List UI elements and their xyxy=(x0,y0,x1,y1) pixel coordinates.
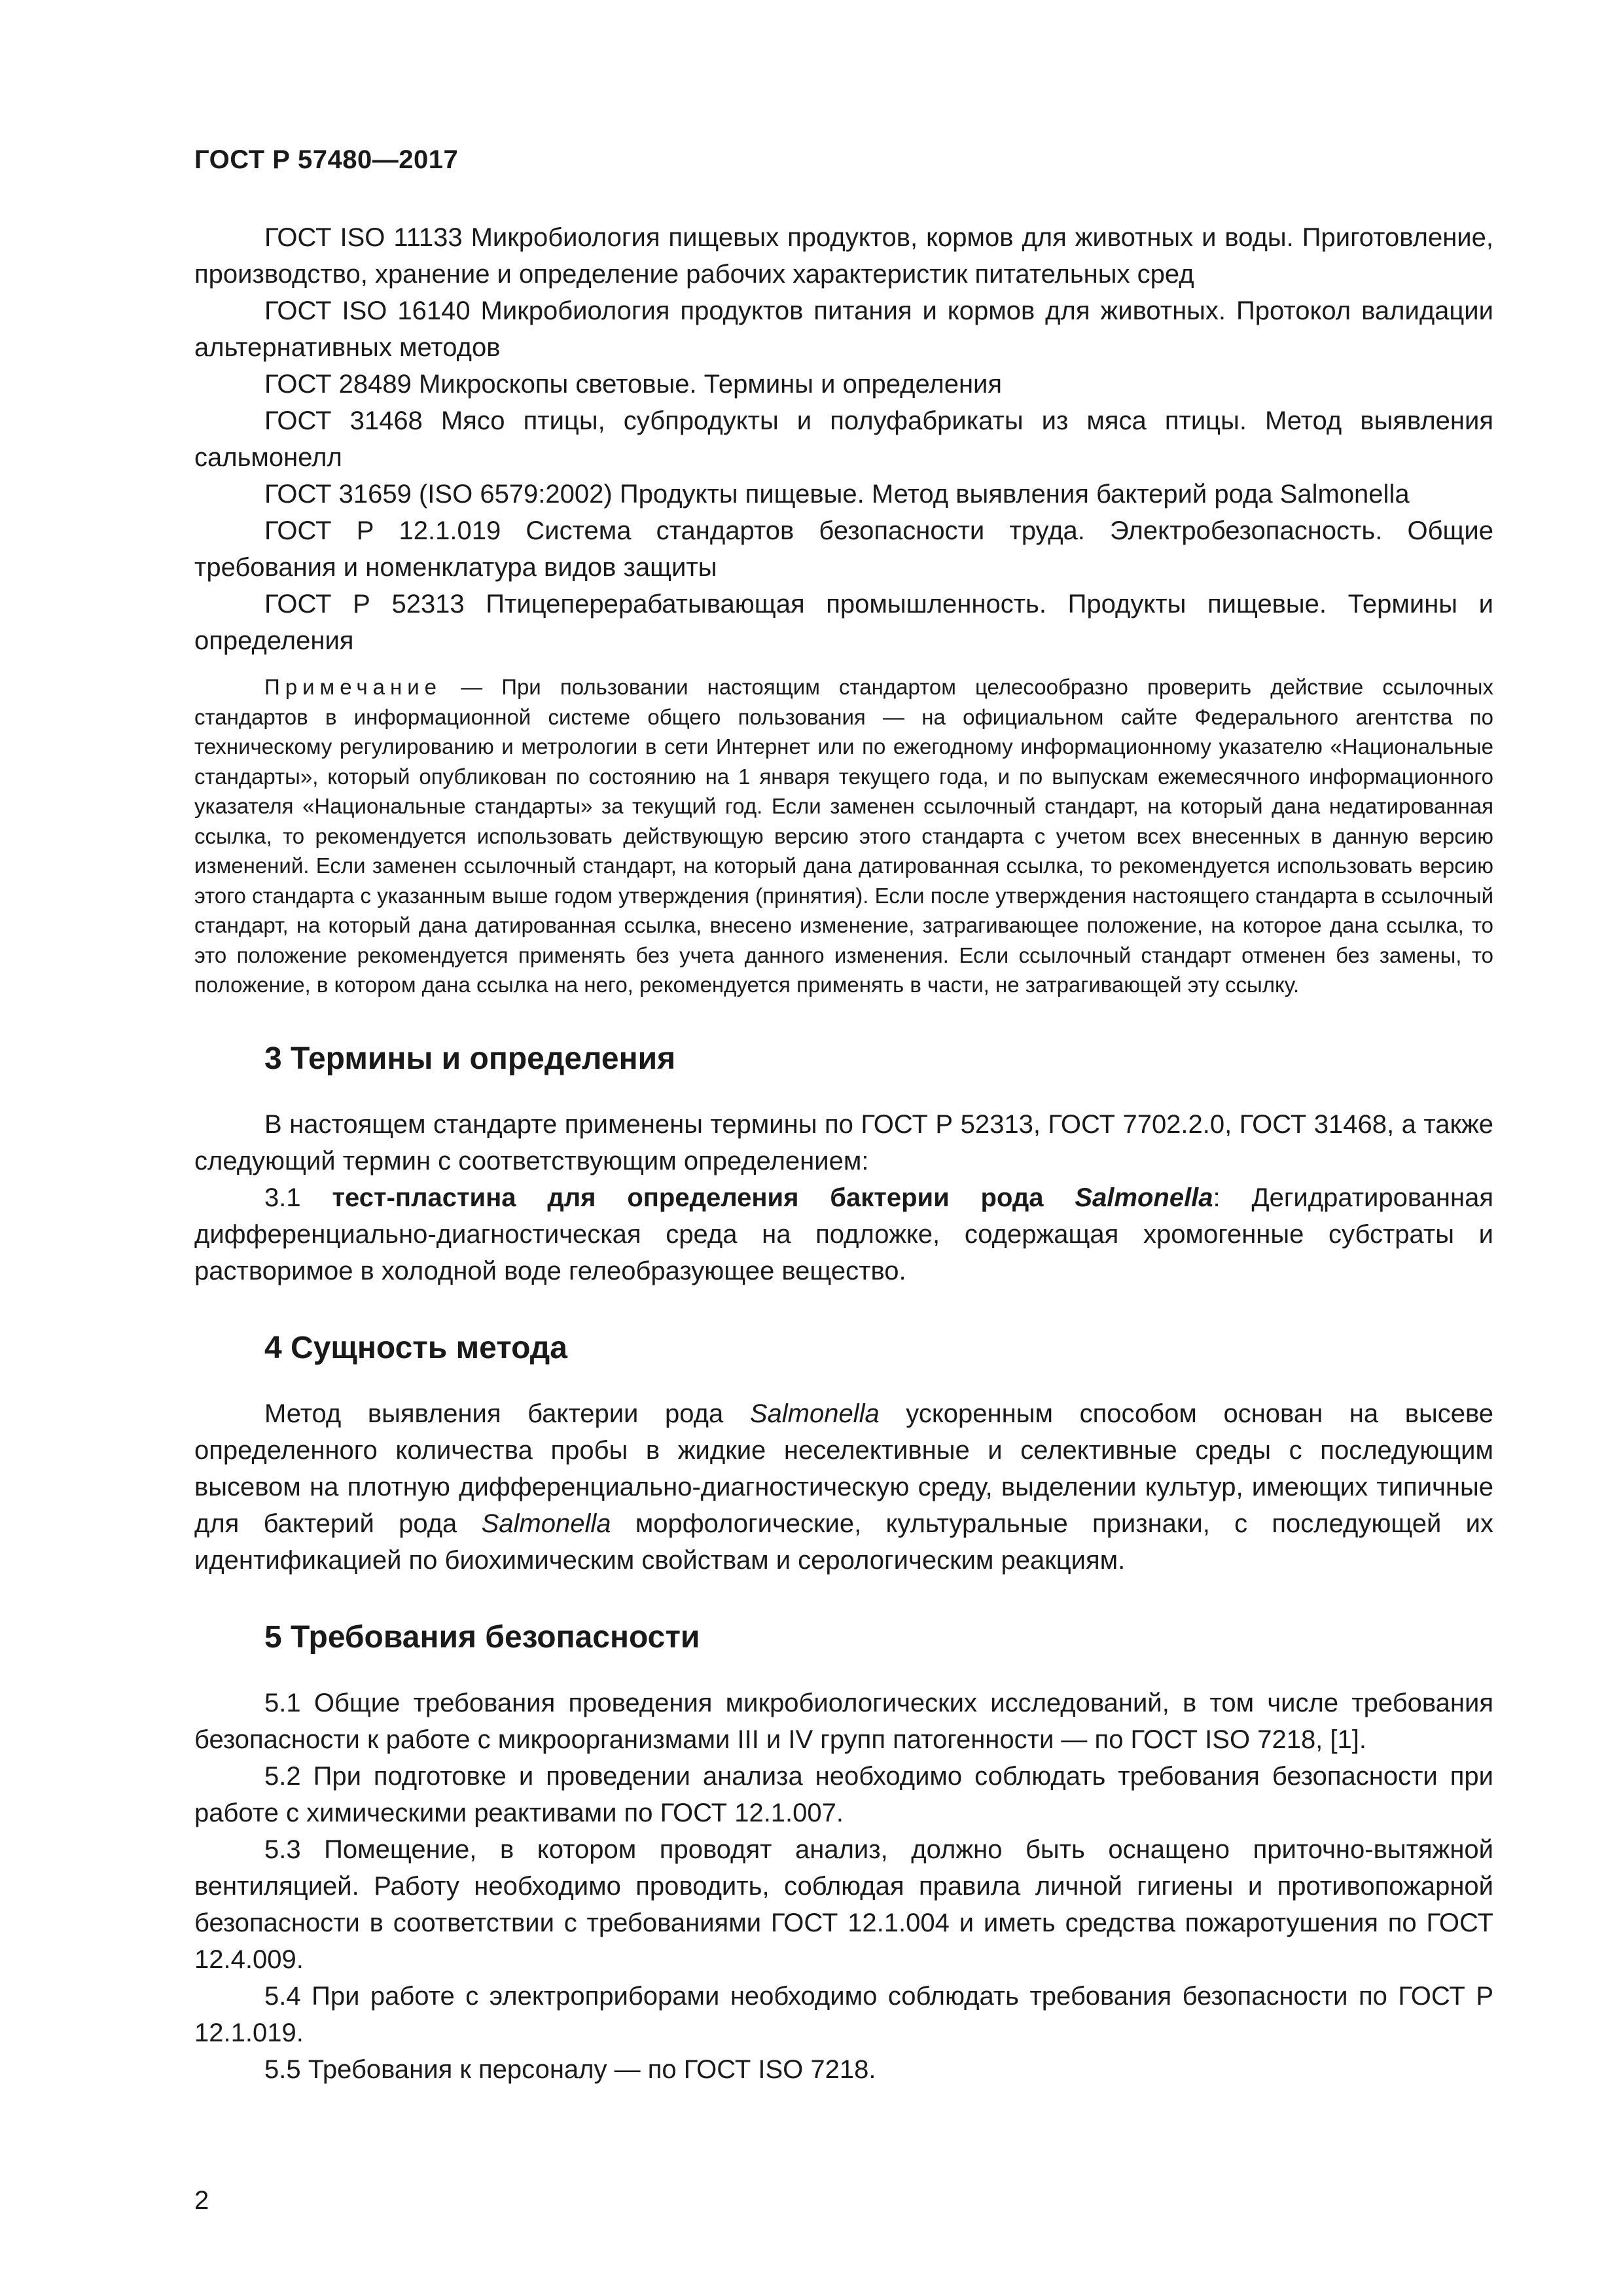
safety-item-5-2: 5.2 При подготовке и проведении анализа необходимо соблюдать требования безопасности при работе с химическими реактивами по ГОСТ 12.1.007. xyxy=(194,1761,1493,1827)
safety-item-5-3: 5.3 Помещение, в котором проводят анализ, должно быть оснащено приточно-вытяжной вентиляцией. Работу необходимо проводить, соблюдая правила личной гигиены и противопожарной безопасности в соответствии с требованиями ГОСТ 12.1.004 и иметь средства пожаротушения по ГОСТ 12.4.009. xyxy=(194,1835,1493,1974)
term-name-text: тест-пластина для определения бактерии рода xyxy=(332,1183,1075,1212)
page-number: 2 xyxy=(194,2186,209,2215)
term-name-italic: Salmonella xyxy=(1075,1183,1213,1212)
term-name xyxy=(332,1183,1213,1212)
section-4-text xyxy=(194,1395,1493,1579)
page-content xyxy=(194,219,1493,2088)
normative-references-list xyxy=(194,219,1493,659)
safety-item-5-4: 5.4 При работе с электроприборами необходимо соблюдать требования безопасности по ГОСТ Р 12.1.019. xyxy=(194,1981,1493,2047)
reference-item: ГОСТ Р 12.1.019 Система стандартов безопасности труда. Электробезопасность. Общие требования и номенклатура видов защиты xyxy=(194,516,1493,582)
reference-item: ГОСТ 31659 (ISO 6579:2002) Продукты пищевые. Метод выявления бактерий рода Salmonella xyxy=(264,480,1410,509)
section-4-heading: 4 Сущность метода xyxy=(264,1330,567,1365)
section-4-text-part: ускоренным способом основан на высеве определенного количества пробы в жидкие неселективные и селективные среды с последующим высевом на плотную дифференциально-диагностическую среду, выделении культур, имеющих типичные для бактерий рода xyxy=(194,1399,1494,1538)
section-3-intro: В настоящем стандарте применены термины по ГОСТ Р 52313, ГОСТ 7702.2.0, ГОСТ 31468, а также следующий термин с соответствующим определением: xyxy=(194,1109,1493,1175)
genus-name-italic: Salmonella xyxy=(481,1509,611,1538)
term-definition: Дегидратированная дифференциально-диагностическая среда на подложке, содержащая хромогенные субстраты и растворимое в холодной воде гелеобразующее вещество. xyxy=(194,1183,1493,1285)
reference-item: ГОСТ 31468 Мясо птицы, субпродукты и полуфабрикаты из мяса птицы. Метод выявления сальмонелл xyxy=(194,406,1493,472)
reference-item: ГОСТ ISO 11133 Микробиология пищевых продуктов, кормов для животных и воды. Приготовление, производство, хранение и определение рабочих характеристик питательных сред xyxy=(194,223,1493,289)
note-text: — При пользовании настоящим стандартом целесообразно проверить действие ссылочных стандартов в информационной системе общего пользования — на официальном сайте Федерального агентства по техническому регулированию и метрологии в сети Интернет или по ежегодному информационному указателю «Национальные стандарты», который опубликован по состоянию на 1 января текущего года, и по выпускам ежемесячного информационного указателя «Национальные стандарты» за текущий год. Если заменен ссылочный стандарт, на который дана недатированная ссылка, то рекомендуется использовать действующую версию этого стандарта с учетом всех внесенных в данную версию изменений. Если заменен ссылочный стандарт, на который дана датированная ссылка, то рекомендуется использовать версию этого стандарта с указанным выше годом утверждения (принятия). Если после утверждения настоящего стандарта в ссылочный стандарт, на который дана датированная ссылка, внесено изменение, затрагивающее положение, на которое дана ссылка, то это положение рекомендуется применять без учета данного изменения. Если ссылочный стандарт отменен без замены, то положение, в котором дана ссылка на него, рекомендуется применять в части, не затрагивающей эту ссылку. xyxy=(194,675,1493,997)
reference-item: ГОСТ ISO 16140 Микробиология продуктов питания и кормов для животных. Протокол валидации альтернативных методов xyxy=(194,296,1493,362)
standard-designation: ГОСТ Р 57480—2017 xyxy=(194,145,459,174)
reference-item: ГОСТ Р 52313 Птицеперерабатывающая промышленность. Продукты пищевые. Термины и определения xyxy=(194,590,1493,655)
section-4-text-part: морфологические, культуральные признаки, с последующей их идентификацией по биохимическим свойствам и серологическим реакциям. xyxy=(194,1509,1494,1575)
term-colon: : xyxy=(1213,1183,1252,1212)
term-number: 3.1 xyxy=(264,1183,332,1212)
section-3-heading: 3 Термины и определения xyxy=(264,1041,676,1076)
reference-item: ГОСТ 28489 Микроскопы световые. Термины и определения xyxy=(264,370,1003,399)
note-paragraph xyxy=(194,672,1493,1000)
note-label: Примечание xyxy=(264,675,442,699)
safety-item-5-1: 5.1 Общие требования проведения микробиологических исследований, в том числе требования безопасности к работе с микроорганизмами III и IV групп патогенности — по ГОСТ ISO 7218, [1]. xyxy=(194,1688,1493,1754)
section-4-text-part: Метод выявления бактерии рода xyxy=(264,1399,750,1428)
term-definition-paragraph xyxy=(194,1179,1493,1289)
genus-name-italic: Salmonella xyxy=(749,1399,880,1428)
safety-item-5-5: 5.5 Требования к персоналу — по ГОСТ ISO 7218. xyxy=(264,2054,876,2084)
section-5-heading: 5 Требования безопасности xyxy=(264,1619,700,1655)
